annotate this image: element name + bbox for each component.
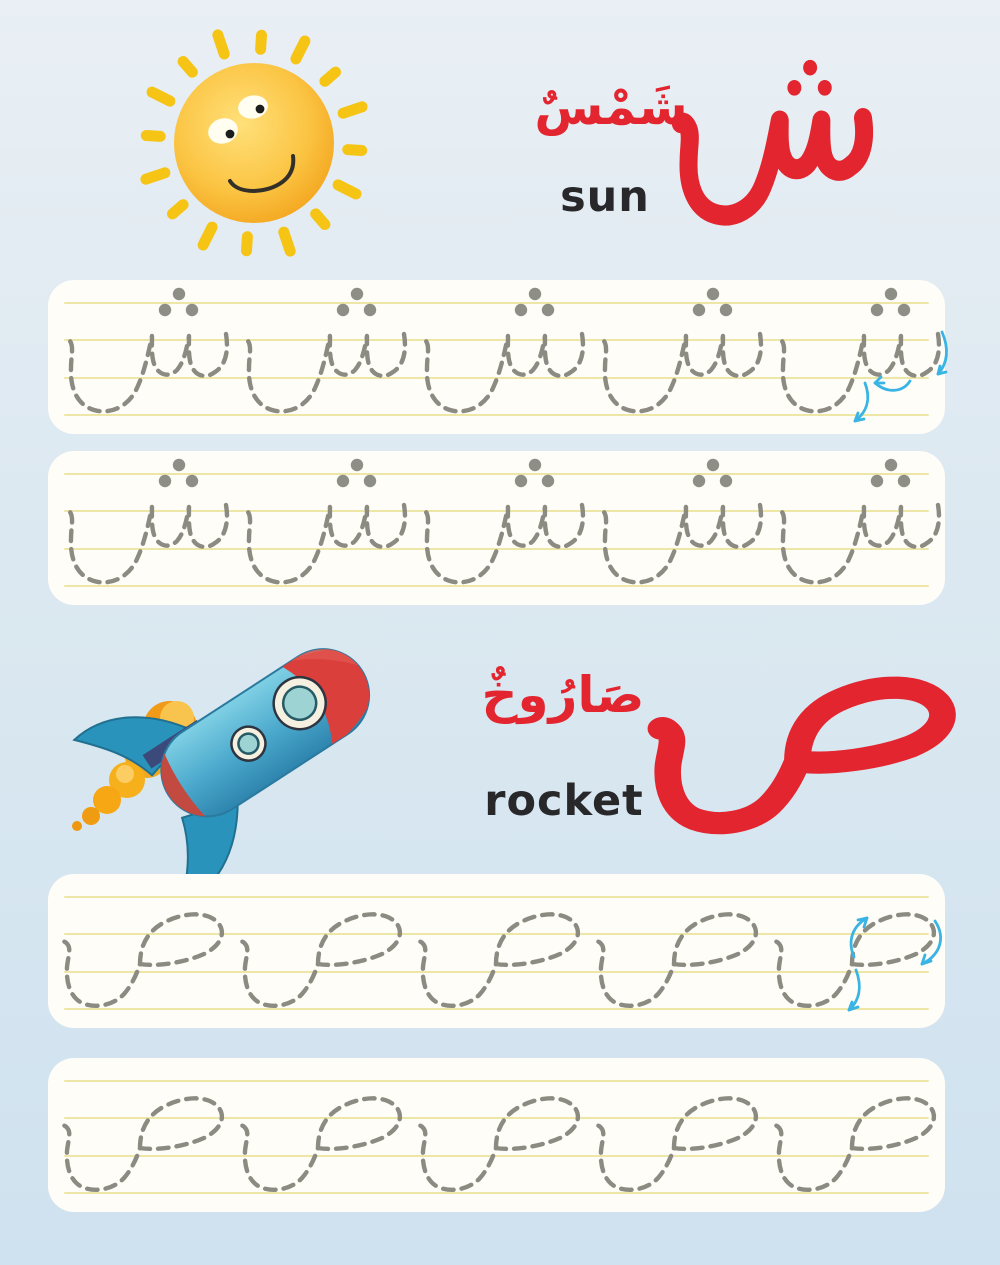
- trace-letter-saad: [770, 1058, 956, 1212]
- trace-letter-sheen: [414, 451, 600, 605]
- sun-illustration: [126, 28, 378, 268]
- sun-ray: [152, 92, 170, 101]
- sun-ray: [316, 214, 325, 225]
- trace-row-saad-2: [48, 1058, 945, 1212]
- trace-letter-sheen: [58, 280, 244, 434]
- trace-letter-saad: [770, 874, 956, 1028]
- sun-ray: [173, 205, 184, 214]
- sun-ray: [343, 107, 362, 113]
- trace-letter-saad: [236, 874, 422, 1028]
- sun-ray: [247, 237, 248, 251]
- sun-ray: [146, 173, 165, 179]
- trace-row-sheen-2: [48, 451, 945, 605]
- sun-ray: [146, 136, 160, 137]
- sun-ray: [218, 35, 224, 54]
- trace-letter-sheen: [592, 451, 778, 605]
- trace-letter-saad: [414, 874, 600, 1028]
- sun-ray: [338, 185, 356, 194]
- sun-ray: [284, 232, 290, 251]
- rocket-body-group: [74, 579, 429, 906]
- trace-letter-sheen: [58, 451, 244, 605]
- big-letter-sheen: [674, 50, 872, 244]
- sun-ray: [203, 227, 212, 245]
- english-word-sun: sun: [560, 172, 650, 222]
- sun-ray: [296, 41, 305, 59]
- trace-letter-saad: [592, 1058, 778, 1212]
- sun-face: [174, 63, 334, 223]
- trace-letter-sheen: [770, 451, 956, 605]
- trace-letter-saad: [236, 1058, 422, 1212]
- sun-ray: [261, 35, 262, 49]
- trace-row-sheen-1: [48, 280, 945, 434]
- arabic-word-sun: شَمْسٌ: [534, 78, 688, 136]
- arabic-word-rocket: صَارُوخٌ: [481, 666, 645, 724]
- sun-ray: [183, 62, 192, 73]
- trace-letter-sheen: [414, 280, 600, 434]
- trace-letter-saad: [58, 1058, 244, 1212]
- trace-letter-sheen: [770, 280, 956, 434]
- sun-ray: [325, 72, 336, 81]
- trace-letter-sheen: [236, 280, 422, 434]
- trace-letter-saad: [58, 874, 244, 1028]
- trace-letter-sheen: [592, 280, 778, 434]
- trace-letter-sheen: [236, 451, 422, 605]
- sun-ray: [348, 150, 362, 151]
- trace-row-saad-1: [48, 874, 945, 1028]
- english-word-rocket: rocket: [484, 776, 644, 826]
- rocket-illustration: [55, 628, 425, 858]
- trace-letter-saad: [414, 1058, 600, 1212]
- big-letter-saad: [652, 628, 964, 856]
- trace-letter-saad: [592, 874, 778, 1028]
